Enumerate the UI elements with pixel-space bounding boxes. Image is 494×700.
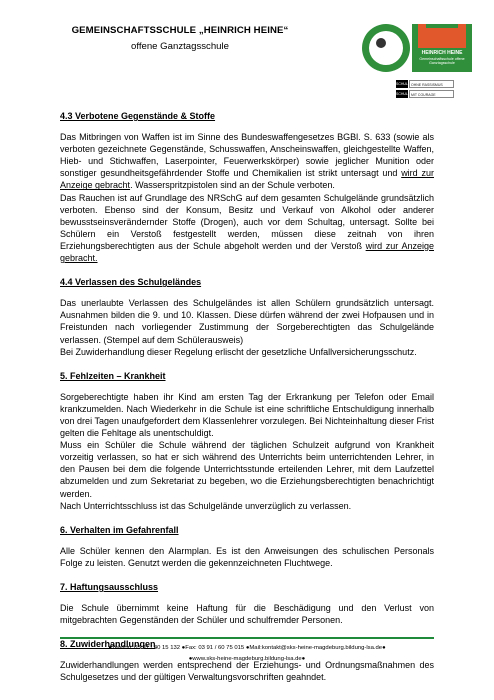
section [60, 110, 434, 264]
section-heading: 5. Fehlzeiten – Krankheit [60, 370, 166, 381]
badge-left: SCHULE [396, 82, 411, 86]
castle-icon [412, 24, 472, 72]
paragraph [60, 439, 434, 499]
soccer-ball-icon [362, 24, 410, 72]
badge-right: MIT COURAGE [409, 90, 454, 98]
underlined-text: wird zur Anzeige gebracht [60, 168, 434, 191]
logo-subname: Gemeinschaftsschule offene Ganztagsschule [419, 57, 465, 65]
text-run: Bei Zuwiderhandlung dieser Regelung erlischt der gesetzliche Unfallversicherungsschutz. [60, 346, 417, 357]
school-name: GEMEINSCHAFTSSCHULE „HEINRICH HEINE“ [71, 25, 289, 36]
paragraph [60, 297, 434, 345]
text-run: Muss ein Schüler die Schule während der täglichen Schulzeit aufgrund von Krankheit vorzeitig verlassen, so hat er sich während des Unterrichts beim unterrichtenden Lehrer, in den Pausen bei dem die folgende Unterrichtsstunde erteilenden Lehrer, mit dem Laufzettel abzumelden und zum Sekretariat zu begeben, wo die Erziehungsberechtigten benachrichtigt werden. [60, 440, 434, 499]
paragraph [60, 602, 434, 626]
section [60, 276, 434, 358]
section-heading: 7. Haftungsausschluss [60, 582, 159, 592]
badge-right: OHNE RASSISMUS [409, 80, 454, 88]
text-run: Zuwiderhandlungen werden entsprechend der Erziehungs- und Ordnungsmaßnahmen des Schulgesetzes und der gültigen Verwaltungsvorschriften geahndet. [60, 660, 434, 683]
text-run: Alle Schüler kennen den Alarmplan. Es ist den Anweisungen des schulischen Personals Folge zu leisten. Genutzt werden die gekennzeichneten Fluchtwege. [60, 545, 434, 568]
document-body [60, 110, 434, 684]
footer-contact: ●Telefon: 03 91 / 40 15 132 ●Fax: 03 91 / 60 75 015 ●Mail:kontakt@sks-heine-magdeburg.bildung-lsa.de● [108, 645, 386, 651]
underlined-text: wird zur Anzeige gebracht. [60, 240, 434, 264]
text-run: Das unerlaubte Verlassen des Schulgeländes ist allen Schülern grundsätzlich untersagt. Ausnahmen bilden die 9. und 10. Klassen. Diese dürfen während der zwei Hofpausen und in Freistunden nach vorliegender Zustimmung der Sorgeberechtigten das Schulgelände verlassen. (Stempel auf dem Schülerausweis) [60, 298, 434, 345]
school-logo [362, 24, 472, 74]
school-type: offene Ganztagsschule [131, 41, 229, 52]
footer-website: ●www.sks-heine-magdeburg.bildung-lsa.de● [188, 656, 306, 662]
paragraph [60, 131, 434, 191]
section-heading: 8. Zuwiderhandlungen [60, 639, 156, 650]
footer-divider [60, 637, 434, 639]
text-run: Sorgeberechtigte haben ihr Kind am ersten Tag der Erkrankung per Telefon oder Email krankzumelden. Nach Wiederkehr in die Schule ist eine schriftliche Entschuldigung innerhalb von drei Tagen unaufgefordert dem Klassenlehrer vorzulegen. Bei Nichteinhaltung dieser Frist gelten die Fehltage als unentschuldigt. [60, 391, 434, 439]
section-heading: 4.3 Verbotene Gegenstände & Stoffe [60, 111, 216, 121]
badge-ohne-rassismus [396, 80, 454, 88]
text-run: . Wasserspritzpistolen sind an der Schule verboten. [130, 180, 335, 191]
paragraph [60, 659, 434, 683]
text-run: Das Mitbringen von Waffen ist im Sinne des Bundeswaffengesetzes BGBl. S. 633 (sowie als verboten gezeichnete Gegenstände, Schusswaffen, Anscheinswaffen, gleichgestellte Waffen, Hieb- und Stichwaffen, Laserpointer, Feuerwerkskörper) sowie jeglicher Munition oder sonstiger gesundheitsgefährdender Stoffe und Chemikalien ist strikt untersagt und [60, 132, 434, 179]
paragraph [60, 500, 434, 512]
badge-mit-courage [396, 90, 454, 98]
section-heading: 4.4 Verlassen des Schulgeländes [60, 277, 202, 288]
text-run: Nach Unterrichtsschluss ist das Schulgelände unverzüglich zu verlassen. [60, 500, 352, 511]
badge-left: SCHULE [396, 92, 411, 96]
section-heading: 6. Verhalten im Gefahrenfall [60, 524, 179, 535]
logo-name: HEINRICH HEINE [421, 50, 463, 56]
text-run: Die Schule übernimmt keine Haftung für die Beschädigung und den Verlust von mitgebrachten Gegenständen der Schüler und schulfremder Personen. [60, 603, 434, 626]
section [60, 581, 434, 626]
section [60, 370, 434, 512]
paragraph [60, 391, 434, 439]
paragraph [60, 192, 434, 265]
section [60, 524, 434, 569]
text-run: Das Rauchen ist auf Grundlage des NRSchG auf dem gesamten Schulgelände grundsätzlich verboten. Ebenso sind der Konsum, Besitz und Verkauf von Alkohol oder anderer bewusstseinsverändernder Stoffe (Drogen), auch vor dem Schultag, untersagt. Sollte bei Schülern ein Verstoß festgestellt werden, müssen diese zeitnah von ihren Erziehungsberechtigten aus der Schule abgeholt werden und der Verstoß [60, 192, 434, 251]
paragraph [60, 346, 434, 358]
paragraph [60, 545, 434, 569]
